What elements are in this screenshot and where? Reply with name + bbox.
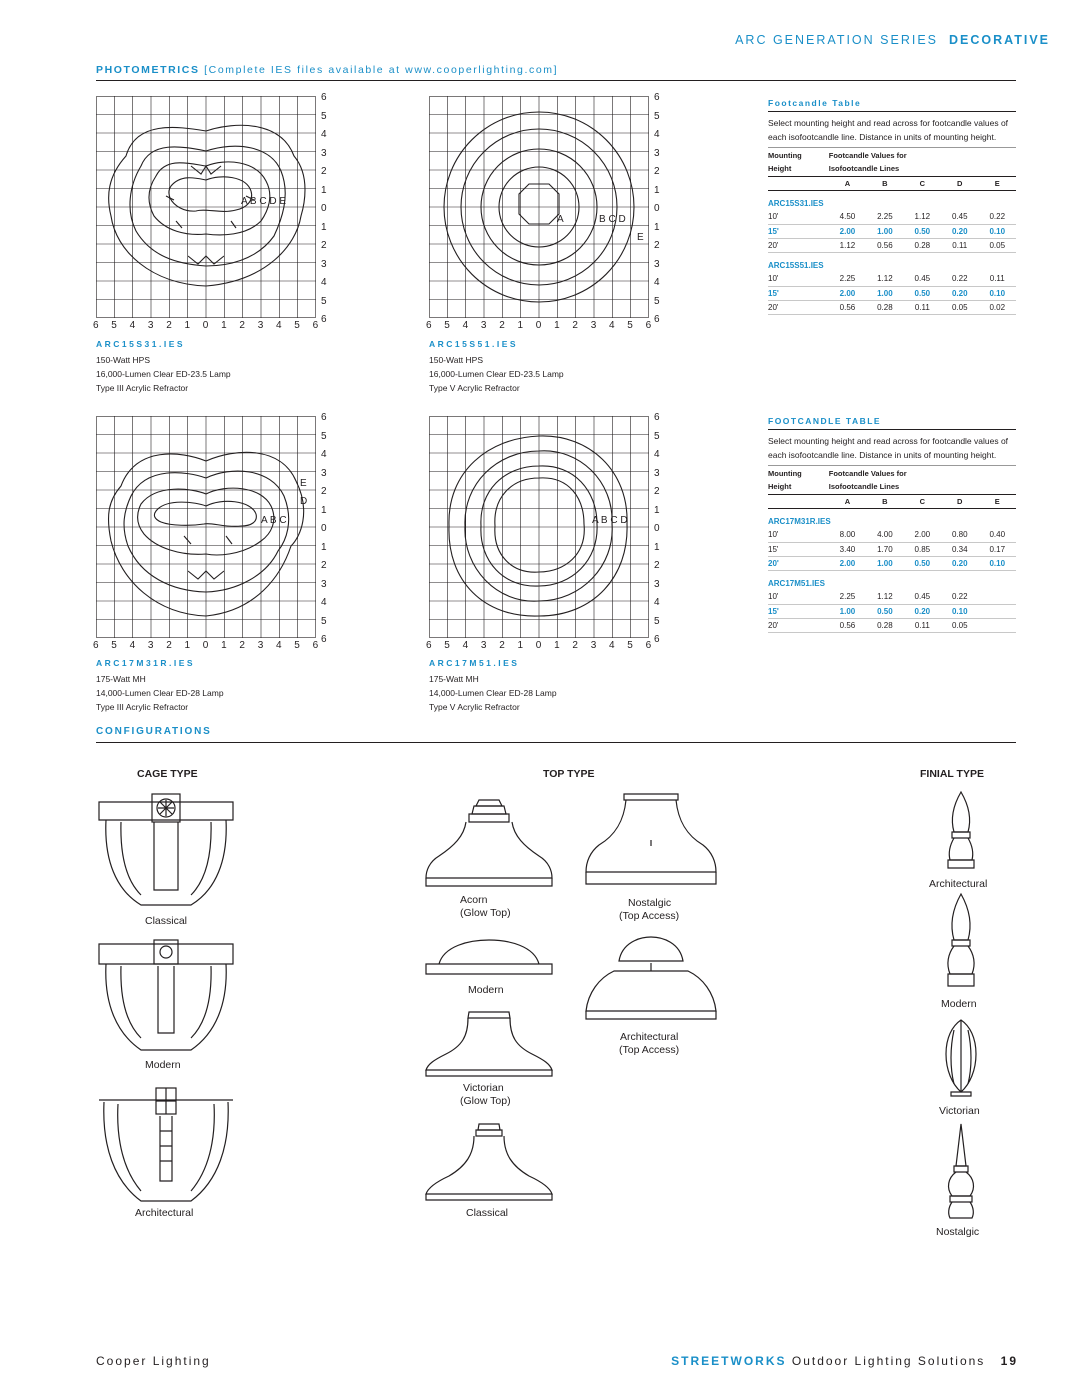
table-row [768, 300, 1016, 314]
axis-tick-label: 1 [221, 640, 227, 651]
isofootcandle-plot-arc17m31r [96, 416, 316, 638]
isofootcandle-plot-arc15s51 [429, 96, 649, 318]
axis-tick-label: 2 [166, 640, 172, 651]
axis-tick-label: 1 [554, 640, 560, 651]
ies-file-name: ARC15S51.IES [429, 339, 519, 349]
mounting-height: 10' [768, 590, 829, 604]
footer-brand-line [671, 1354, 1018, 1368]
table-row [768, 238, 1016, 252]
axis-tick-label: 0 [535, 320, 542, 331]
ies-group-file: ARC17M31R.IES [768, 516, 831, 526]
refractor: Type V Acrylic Refractor [429, 383, 520, 393]
footcandle-value: 0.10 [978, 556, 1016, 570]
axis-tick-label: 6 [654, 92, 660, 103]
axis-tick-label: 3 [480, 320, 487, 331]
axis-tick-label: 4 [609, 640, 615, 651]
ies-file-name: ARC17M51.IES [429, 658, 520, 668]
axis-tick-label: 3 [654, 467, 660, 479]
axis-tick-label: 1 [184, 640, 191, 651]
footcandle-value: 0.50 [904, 556, 941, 570]
mounting-height: 15' [768, 542, 829, 556]
plot-caption-arc17m31r [96, 658, 224, 714]
cage-caption: Architectural [135, 1207, 194, 1219]
axis-tick-label: 2 [654, 240, 660, 251]
footcandle-value: 1.12 [866, 590, 903, 604]
footcandle-value: 0.11 [904, 300, 941, 314]
axis-tick-label: 6 [93, 640, 99, 651]
plot-label: E [637, 232, 644, 243]
footcandle-value: 2.00 [904, 528, 941, 542]
footcandle-value: 0.45 [941, 210, 978, 224]
top-caption: Classical [466, 1207, 509, 1219]
axis-tick-label: 6 [312, 320, 319, 331]
finial-victorian-illustration [936, 1018, 986, 1098]
col-height: Height [768, 482, 792, 492]
axis-tick-label: 5 [444, 640, 450, 651]
axis-tick-label: 2 [572, 320, 578, 331]
col-letter: B [866, 176, 903, 190]
axis-tick-label: 3 [147, 320, 154, 331]
isofootcandle-plot-arc15s31 [96, 96, 316, 318]
axis-tick-label: 5 [444, 320, 450, 331]
axis-tick-label: 6 [654, 314, 660, 325]
axis-tick-label: 2 [654, 560, 660, 571]
ies-group-file: ARC15S31.IES [768, 198, 824, 208]
axis-tick-label: 0 [654, 523, 660, 534]
axis-tick-label: 3 [257, 640, 264, 651]
footer-company: Cooper Lighting [96, 1354, 211, 1368]
axis-tick-label: 5 [654, 430, 660, 442]
footcandle-value: 0.45 [904, 590, 941, 604]
axis-tick-label: 4 [462, 640, 469, 651]
axis-tick-label: 4 [321, 597, 327, 608]
footcandle-value [978, 604, 1016, 618]
footcandle-table-1 [768, 98, 1016, 315]
mounting-height: 10' [768, 272, 829, 286]
axis-tick-label: 4 [129, 320, 136, 331]
footcandle-value: 0.50 [904, 286, 941, 300]
footcandle-value: 2.00 [829, 286, 866, 300]
axis-tick-label: 2 [654, 166, 660, 177]
axis-tick-label: 5 [294, 320, 300, 331]
footcandle-value: 0.17 [978, 542, 1016, 556]
footcandle-value: 0.11 [941, 238, 978, 252]
col-letter: E [978, 176, 1016, 190]
footcandle-value: 0.20 [904, 604, 941, 618]
axis-tick-label: 5 [111, 640, 117, 651]
footcandle-value: 1.00 [866, 556, 903, 570]
finial-caption: Modern [941, 998, 977, 1010]
footcandle-value: 3.40 [829, 542, 866, 556]
footcandle-value: 4.50 [829, 210, 866, 224]
mounting-height: 10' [768, 528, 829, 542]
axis-tick-label: 3 [654, 578, 660, 590]
axis-tick-label: 4 [654, 449, 660, 460]
finial-modern-illustration [940, 892, 982, 992]
plot-label: B C D [599, 214, 626, 225]
axis-tick-label: 1 [654, 221, 660, 233]
table-row [768, 286, 1016, 300]
mounting-height: 20' [768, 238, 829, 252]
axis-tick-label: 5 [654, 295, 660, 307]
header-rule [96, 80, 1016, 81]
configurations-rule [96, 742, 1016, 743]
axis-tick-label: 3 [590, 640, 597, 651]
footcandle-value: 1.12 [866, 272, 903, 286]
photometrics-heading [96, 64, 558, 76]
cage-architectural-illustration [96, 1086, 236, 1206]
axis-tick-label: 4 [654, 597, 660, 608]
plot-label: A [557, 214, 564, 225]
finial-caption: Architectural [929, 878, 988, 890]
axis-tick-label: 6 [321, 314, 327, 325]
footcandle-value: 0.22 [941, 272, 978, 286]
plot-label: E [300, 478, 307, 489]
ies-file-name: ARC17M31R.IES [96, 658, 196, 668]
top-nostalgic-illustration [584, 790, 718, 890]
table-row [768, 224, 1016, 238]
axis-tick-label: 1 [654, 184, 660, 196]
lamp: 16,000-Lumen Clear ED-23.5 Lamp [96, 369, 231, 379]
axis-tick-label: 3 [147, 640, 154, 651]
cage-modern-illustration [96, 938, 236, 1056]
axis-tick-label: 5 [321, 430, 327, 442]
wattage: 175-Watt MH [96, 674, 146, 684]
axis-tick-label: 3 [654, 258, 660, 270]
axis-tick-label: 2 [166, 320, 172, 331]
footcandle-value: 0.20 [941, 556, 978, 570]
footcandle-value: 1.12 [904, 210, 941, 224]
footcandle-value: 0.11 [904, 618, 941, 632]
axis-tick-label: 3 [480, 640, 487, 651]
table-rule [768, 429, 1016, 430]
plot-label: A B C D E [241, 196, 287, 207]
footcandle-value: 0.20 [941, 224, 978, 238]
axis-tick-label: 6 [645, 640, 652, 651]
axis-tick-label: 2 [499, 320, 505, 331]
footcandle-value: 0.56 [829, 618, 866, 632]
table-title: FOOTCANDLE TABLE [768, 416, 882, 426]
footcandle-value: 0.28 [904, 238, 941, 252]
finial-caption: Victorian [939, 1105, 980, 1117]
table-row [768, 542, 1016, 556]
axis-tick-label: 0 [654, 203, 660, 214]
mounting-height: 15' [768, 286, 829, 300]
axis-tick-label: 3 [654, 147, 660, 159]
axis-tick-label: 5 [654, 615, 660, 627]
refractor: Type III Acrylic Refractor [96, 702, 189, 712]
footcandle-value [978, 618, 1016, 632]
col-letter: D [941, 494, 978, 508]
axis-tick-label: 0 [321, 523, 327, 534]
photometrics-label: PHOTOMETRICS [96, 64, 200, 76]
col-values: Footcandle Values for [828, 150, 907, 160]
top-caption: (Glow Top) [460, 1095, 511, 1107]
axis-tick-label: 2 [321, 240, 327, 251]
axis-tick-label: 2 [654, 486, 660, 497]
mounting-height: 15' [768, 224, 829, 238]
footcandle-value: 2.00 [829, 224, 866, 238]
axis-tick-label: 4 [321, 277, 327, 288]
footcandle-value: 0.02 [978, 300, 1016, 314]
table-description: Select mounting height and read across for footcandle values of each isofootcandle line. Distance in units of mounting height. [768, 436, 1009, 460]
axis-tick-label: 4 [462, 320, 469, 331]
axis-tick-label: 0 [321, 203, 327, 214]
top-caption: Victorian [463, 1082, 504, 1094]
footcandle-value: 8.00 [829, 528, 866, 542]
footcandle-value: 0.56 [829, 300, 866, 314]
axis-tick-label: 5 [321, 615, 327, 627]
footcandle-value: 2.25 [866, 210, 903, 224]
axis-tick-label: 4 [321, 449, 327, 460]
axis-tick-label: 0 [202, 640, 209, 651]
col-lines: Isofootcandle Lines [828, 164, 900, 174]
col-mounting: Mounting [768, 468, 802, 478]
axis-tick-label: 1 [517, 320, 524, 331]
page-number: 19 [1000, 1354, 1018, 1368]
table-row [768, 590, 1016, 604]
axis-tick-label: 6 [321, 634, 327, 645]
axis-tick-label: 1 [517, 640, 524, 651]
axis-tick-label: 4 [654, 277, 660, 288]
mounting-height: 20' [768, 300, 829, 314]
axis-tick-label: 1 [184, 320, 191, 331]
plot-label: A B C D [592, 515, 628, 526]
footcandle-values-table [768, 148, 1016, 315]
table-row [768, 210, 1016, 224]
table-rule [768, 111, 1016, 112]
footcandle-value: 0.50 [866, 604, 903, 618]
axis-tick-label: 3 [257, 320, 264, 331]
col-letter: D [941, 176, 978, 190]
finial-type-title: FINIAL TYPE [920, 768, 984, 780]
axis-tick-label: 6 [93, 320, 99, 331]
axis-tick-label: 2 [499, 640, 505, 651]
top-architectural-illustration [584, 933, 718, 1027]
footcandle-value: 0.11 [978, 272, 1016, 286]
footcandle-value: 0.50 [904, 224, 941, 238]
lamp: 14,000-Lumen Clear ED-28 Lamp [429, 688, 557, 698]
footcandle-table-2 [768, 416, 1016, 633]
configurations-title: CONFIGURATIONS [96, 726, 212, 737]
col-values: Footcandle Values for [828, 468, 907, 478]
series-name: ARC GENERATION SERIES [735, 33, 939, 47]
footcandle-value: 0.40 [978, 528, 1016, 542]
axis-tick-label: 1 [321, 221, 327, 233]
mounting-height: 20' [768, 618, 829, 632]
top-classical-illustration [424, 1122, 554, 1204]
footcandle-value: 0.22 [941, 590, 978, 604]
finial-architectural-illustration [940, 790, 982, 872]
axis-tick-label: 6 [645, 320, 652, 331]
footcandle-value: 0.05 [978, 238, 1016, 252]
col-lines: Isofootcandle Lines [828, 482, 900, 492]
axis-tick-label: 5 [321, 110, 327, 122]
axis-tick-label: 0 [535, 640, 542, 651]
table-description: Select mounting height and read across for footcandle values of each isofootcandle line. Distance in units of mounting height. [768, 118, 1009, 142]
axis-tick-label: 1 [221, 320, 227, 331]
footcandle-value: 0.05 [941, 618, 978, 632]
axis-tick-label: 3 [321, 578, 327, 590]
table-title: Footcandle Table [768, 98, 862, 108]
photometrics-note: [Complete IES files available at www.cooperlighting.com] [204, 64, 559, 76]
footcandle-value: 0.10 [978, 224, 1016, 238]
footcandle-value: 0.22 [978, 210, 1016, 224]
axis-tick-label: 2 [321, 486, 327, 497]
isofootcandle-plot-arc17m51 [429, 416, 649, 638]
axis-tick-label: 5 [627, 640, 633, 651]
plot-caption-arc15s51 [429, 339, 564, 395]
table-row [768, 556, 1016, 570]
top-acorn-illustration [424, 796, 554, 891]
col-letter: A [829, 176, 866, 190]
axis-tick-label: 1 [554, 320, 560, 331]
footcandle-value: 0.10 [941, 604, 978, 618]
footcandle-value: 1.12 [829, 238, 866, 252]
axis-tick-label: 3 [321, 258, 327, 270]
axis-tick-label: 1 [321, 504, 327, 516]
refractor: Type V Acrylic Refractor [429, 702, 520, 712]
cage-caption: Classical [145, 915, 188, 927]
axis-tick-label: 6 [426, 320, 432, 331]
plot-caption-arc15s31 [96, 339, 231, 395]
footer-brand: STREETWORKS [671, 1354, 787, 1368]
axis-tick-label: 6 [321, 92, 327, 103]
axis-tick-label: 4 [276, 640, 282, 651]
footcandle-value: 0.45 [904, 272, 941, 286]
top-caption: (Top Access) [619, 910, 680, 922]
footcandle-value: 2.25 [829, 272, 866, 286]
axis-tick-label: 1 [321, 541, 327, 553]
cage-caption: Modern [145, 1059, 181, 1071]
top-caption: (Top Access) [619, 1044, 680, 1056]
mounting-height: 15' [768, 604, 829, 618]
axis-tick-label: 2 [239, 640, 245, 651]
footer-tagline: Outdoor Lighting Solutions [791, 1354, 986, 1368]
axis-tick-label: 0 [202, 320, 209, 331]
table-row [768, 604, 1016, 618]
axis-tick-label: 2 [321, 560, 327, 571]
axis-tick-label: 6 [654, 412, 660, 423]
ies-file-name: ARC15S31.IES [96, 339, 186, 349]
series-header [735, 33, 1050, 47]
top-victorian-illustration [424, 1008, 554, 1078]
table-row [768, 272, 1016, 286]
mounting-height: 10' [768, 210, 829, 224]
col-letter: B [866, 494, 903, 508]
axis-tick-label: 4 [321, 129, 327, 140]
plot-label: A B C [261, 515, 287, 526]
top-caption: Modern [468, 984, 504, 996]
axis-tick-label: 5 [627, 320, 633, 331]
refractor: Type III Acrylic Refractor [96, 383, 189, 393]
ies-group-file: ARC15S51.IES [768, 260, 824, 270]
lamp: 14,000-Lumen Clear ED-28 Lamp [96, 688, 224, 698]
footcandle-value: 0.28 [866, 300, 903, 314]
axis-tick-label: 1 [654, 504, 660, 516]
axis-tick-label: 5 [111, 320, 117, 331]
footcandle-value: 1.00 [866, 286, 903, 300]
col-mounting: Mounting [768, 150, 802, 160]
axis-tick-label: 3 [321, 147, 327, 159]
wattage: 150-Watt HPS [96, 355, 151, 365]
top-caption: Architectural [620, 1031, 679, 1043]
col-letter: C [904, 176, 941, 190]
axis-tick-label: 2 [572, 640, 578, 651]
cage-type-title: CAGE TYPE [137, 768, 198, 780]
lamp: 16,000-Lumen Clear ED-23.5 Lamp [429, 369, 564, 379]
series-category: DECORATIVE [948, 33, 1050, 47]
col-letter: C [904, 494, 941, 508]
top-type-title: TOP TYPE [543, 768, 595, 780]
footcandle-value: 0.85 [904, 542, 941, 556]
footcandle-value: 0.34 [941, 542, 978, 556]
footcandle-value [978, 590, 1016, 604]
axis-tick-label: 3 [321, 467, 327, 479]
footcandle-values-table [768, 466, 1016, 633]
axis-tick-label: 5 [321, 295, 327, 307]
mounting-height: 20' [768, 556, 829, 570]
axis-tick-label: 5 [294, 640, 300, 651]
top-caption: (Glow Top) [460, 907, 511, 919]
axis-tick-label: 6 [654, 634, 660, 645]
cage-classical-illustration [96, 790, 236, 910]
footcandle-value: 2.00 [829, 556, 866, 570]
axis-tick-label: 3 [590, 320, 597, 331]
footcandle-value: 0.05 [941, 300, 978, 314]
col-height: Height [768, 164, 792, 174]
footcandle-value: 1.00 [866, 224, 903, 238]
axis-tick-label: 6 [426, 640, 432, 651]
axis-tick-label: 4 [276, 320, 282, 331]
axis-tick-label: 2 [321, 166, 327, 177]
axis-tick-label: 4 [654, 129, 660, 140]
table-row [768, 528, 1016, 542]
ies-group-file: ARC17M51.IES [768, 578, 825, 588]
axis-tick-label: 2 [239, 320, 245, 331]
axis-tick-label: 5 [654, 110, 660, 122]
axis-tick-label: 1 [321, 184, 327, 196]
col-letter: A [829, 494, 866, 508]
wattage: 175-Watt MH [429, 674, 479, 684]
footcandle-value: 1.70 [866, 542, 903, 556]
axis-tick-label: 6 [321, 412, 327, 423]
axis-tick-label: 6 [312, 640, 319, 651]
top-modern-illustration [424, 936, 554, 982]
footcandle-value: 0.20 [941, 286, 978, 300]
footcandle-value: 1.00 [829, 604, 866, 618]
footcandle-value: 0.28 [866, 618, 903, 632]
finial-nostalgic-illustration [940, 1122, 982, 1222]
axis-tick-label: 1 [654, 541, 660, 553]
finial-caption: Nostalgic [936, 1226, 980, 1238]
table-row [768, 618, 1016, 632]
footcandle-value: 0.56 [866, 238, 903, 252]
axis-tick-label: 4 [609, 320, 615, 331]
wattage: 150-Watt HPS [429, 355, 484, 365]
footcandle-value: 0.10 [978, 286, 1016, 300]
col-letter: E [978, 494, 1016, 508]
footcandle-value: 0.80 [941, 528, 978, 542]
axis-tick-label: 4 [129, 640, 136, 651]
plot-caption-arc17m51 [429, 658, 557, 714]
footcandle-value: 4.00 [866, 528, 903, 542]
top-caption: Nostalgic [628, 897, 672, 909]
footcandle-value: 2.25 [829, 590, 866, 604]
top-caption: Acorn [460, 894, 488, 906]
plot-label: D [300, 496, 308, 507]
